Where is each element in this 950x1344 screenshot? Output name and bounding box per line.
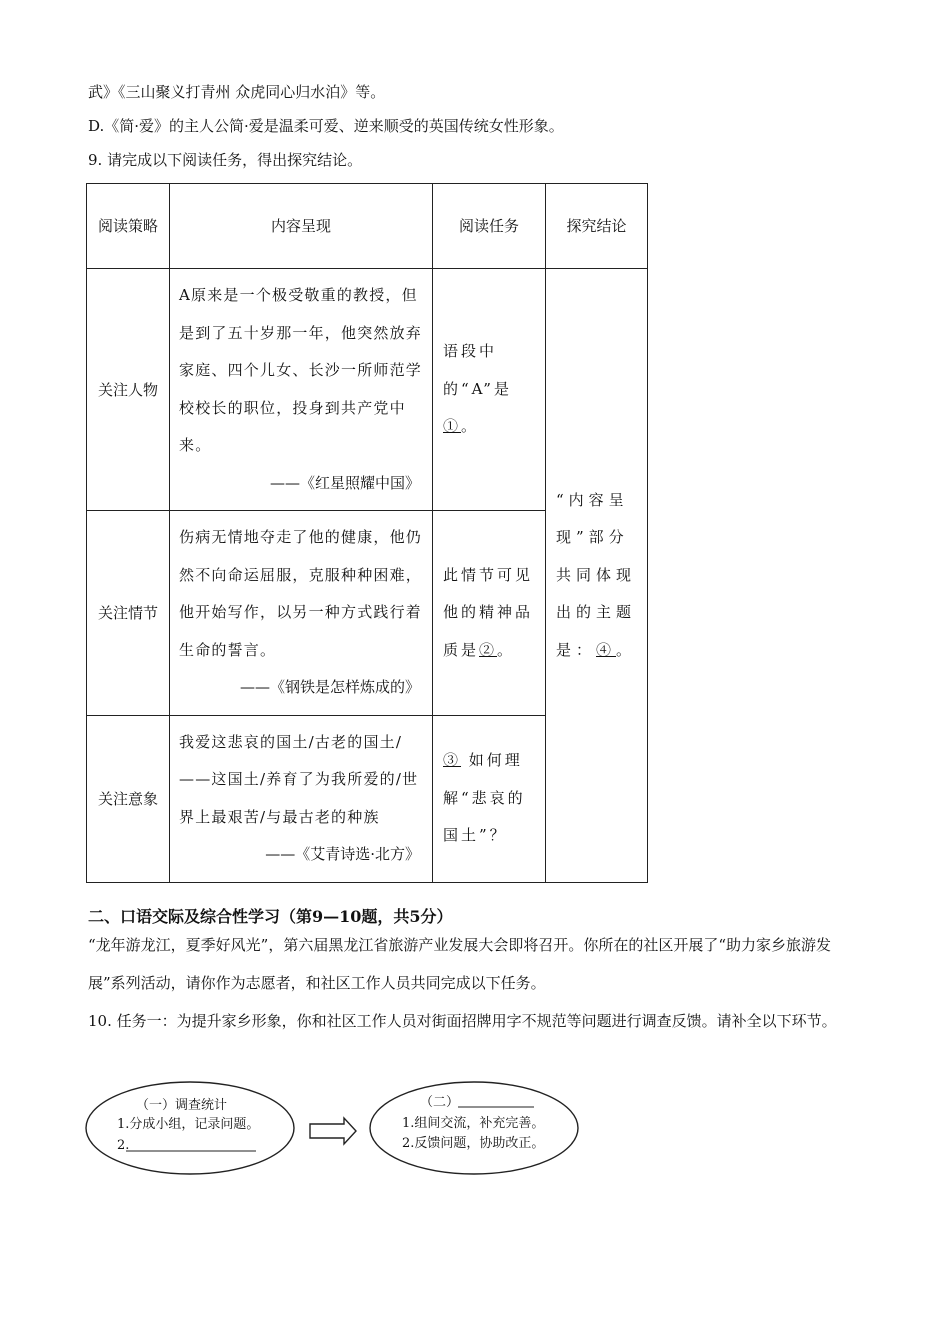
left-oval-item-1: 1.分成小组，记录问题。 (117, 1117, 260, 1132)
task-text: 如何理解“悲哀的国土”？ (443, 751, 526, 845)
arrow-right-icon (310, 1118, 356, 1144)
section-intro: “龙年游龙江，夏季好风光”，第六届黑龙江省旅游产业发展大会即将召开。你所在的社区开展了“助力家乡旅游发展”系列活动，请你作为志愿者，和社区工作人员共同完成以下任务。 (88, 936, 832, 992)
row-content (170, 269, 433, 511)
right-oval-item-1: 1.组间交流，补充完善。 (402, 1116, 545, 1131)
row-content (170, 715, 433, 882)
content-text: 伤病无情地夺走了他的健康，他仍然不向命运屈服，克服种种困难，他开始写作，以另一种方式践行着生命的誓言。 (179, 528, 423, 659)
conclusion-text: “内容呈现”部分共同体现出的主题是： (556, 490, 637, 659)
right-oval-item-2: 2.反馈问题，协助改正。 (402, 1136, 545, 1151)
left-oval-title: （一）调查统计 (136, 1098, 228, 1113)
row-category: 关注情节 (87, 511, 170, 716)
task-text: 语段中的“A”是 (443, 342, 512, 398)
question-10: 10. 任务一：为提升家乡形象，你和社区工作人员对街面招牌用字不规范等问题进行调查反馈。请补全以下环节。 (88, 1012, 837, 1030)
content-source: ——《钢铁是怎样炼成的》 (239, 678, 420, 696)
section-heading: 二、口语交际及综合性学习（第9—10题，共5分） (88, 907, 453, 926)
row-category: 关注人物 (87, 269, 170, 511)
conclusion-tail: 。 (616, 640, 637, 659)
blank-3: ③ (443, 751, 462, 770)
header-conclusion: 探究结论 (546, 184, 648, 269)
content-source: ——《红星照耀中国》 (269, 473, 420, 492)
row-content (170, 511, 433, 716)
table-header-row (87, 184, 648, 269)
reading-table (86, 183, 648, 883)
header-task: 阅读任务 (433, 184, 546, 269)
header-content: 内容呈现 (170, 184, 433, 269)
task-tail: 。 (461, 417, 480, 436)
row-task (433, 269, 546, 511)
row-task (433, 511, 546, 716)
task-text: 此情节可见他的精神品质是 (443, 565, 534, 659)
conclusion-cell (546, 269, 648, 883)
header-strategy: 阅读策略 (87, 184, 170, 269)
question-9: 9. 请完成以下阅读任务，得出探究结论。 (88, 151, 363, 169)
row-task (433, 715, 546, 882)
option-d: D.《简·爱》的主人公简·爱是温柔可爱、逆来顺受的英国传统女性形象。 (88, 117, 564, 135)
table-row (87, 269, 648, 511)
task-tail: 。 (497, 640, 516, 659)
blank-4: ④ (596, 640, 617, 659)
right-oval-title: （二） (420, 1095, 460, 1110)
left-oval-item-2: 2. (117, 1138, 130, 1153)
text-line: 武》《三山聚义打青州 众虎同心归水泊》等。 (88, 83, 386, 101)
content-source: ——《艾青诗选·北方》 (265, 845, 420, 863)
blank-1: ① (443, 417, 462, 436)
content-text: 我爱这悲哀的国土/古老的国土/——这国土/养育了为我所爱的/世界上最艰苦/与最古老的种族 (179, 732, 419, 826)
content-text: A原来是一个极受敬重的教授，但是到了五十岁那一年，他突然放弃家庭、四个儿女、长沙一所师范学校校长的职位，投身到共产党中来。 (179, 286, 423, 454)
blank-2: ② (479, 640, 498, 659)
row-category: 关注意象 (87, 715, 170, 882)
